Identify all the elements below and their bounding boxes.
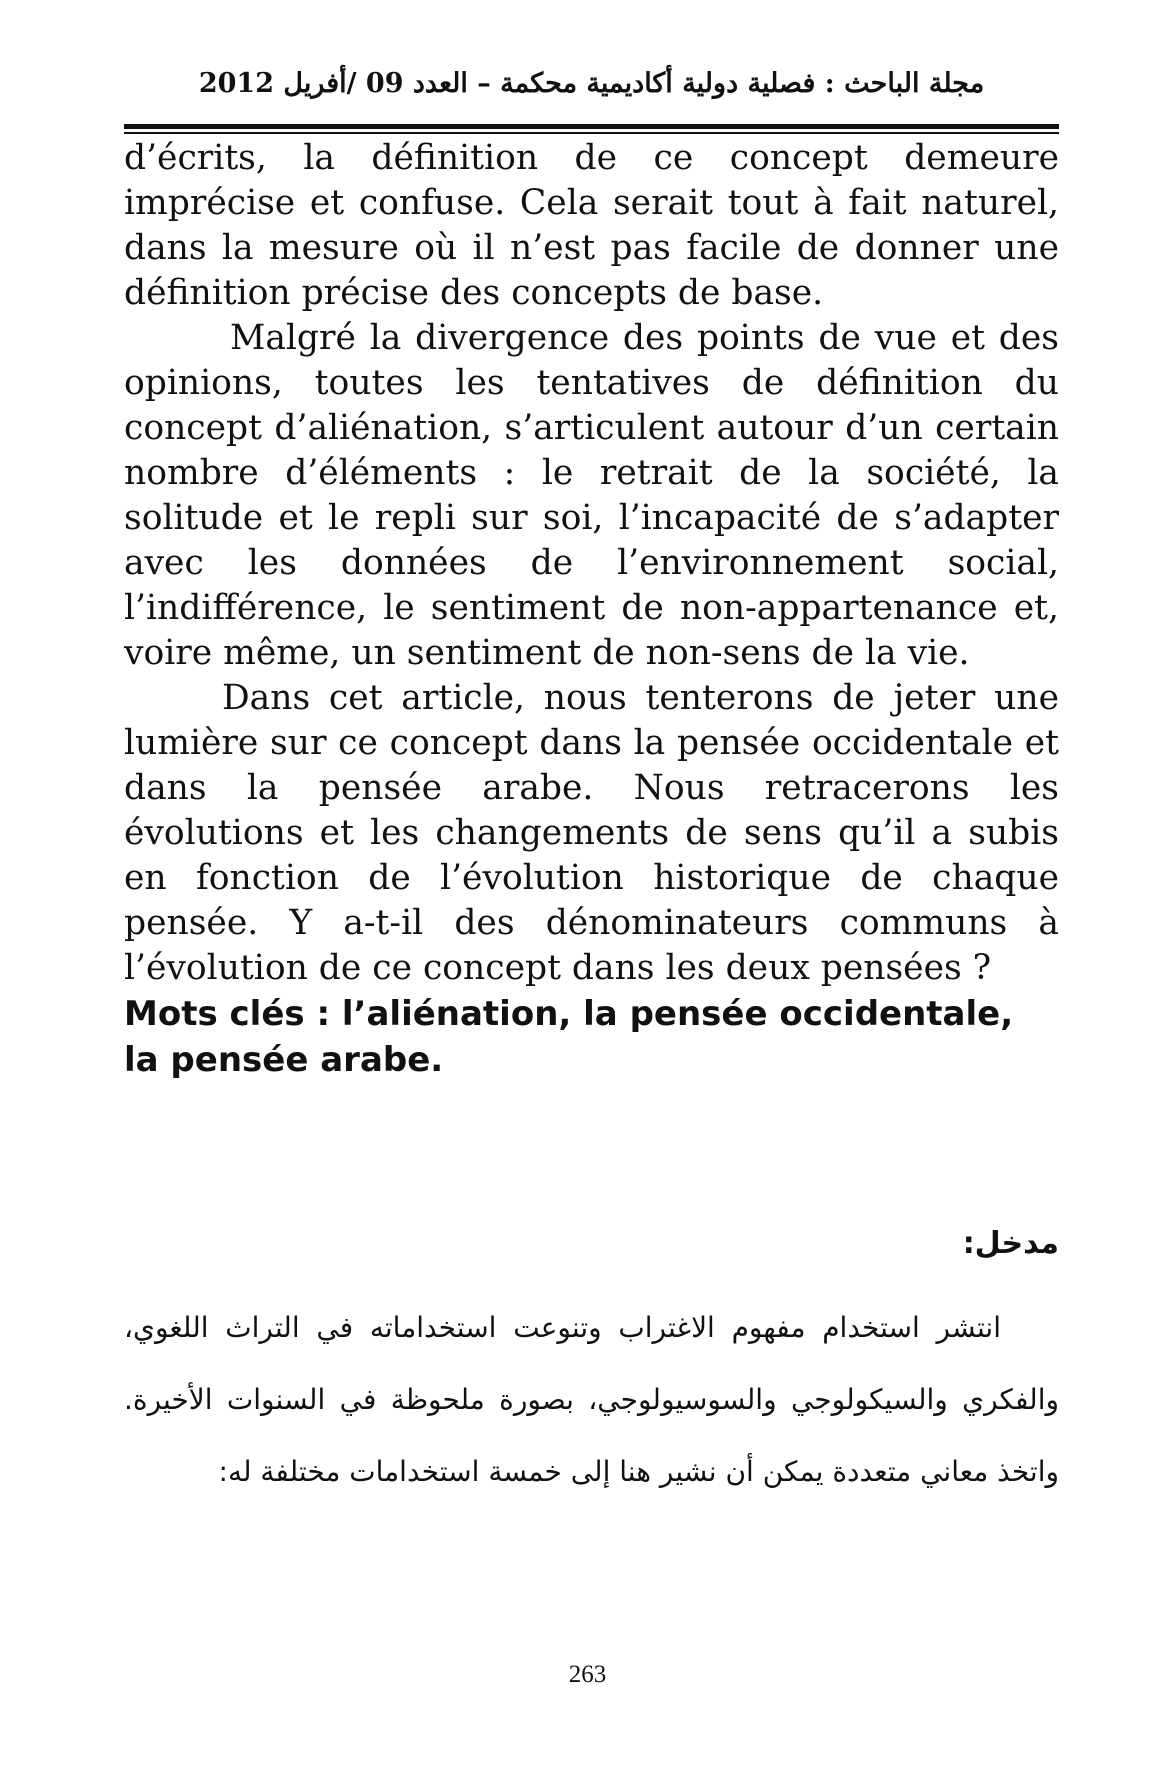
paragraph-2: Malgré la divergence des points de vue et des opinions, toutes les tentatives de définition du concept d’aliénation, s’articulent autour d’un certain nombre d’éléments : le retrait de la société, la solitude et le repli sur soi, l’incapacité de s’adapter avec les données de l’environnement social, l’indifférence, le sentiment de non-appartenance et, voire même, un sentiment de non-sens de la vie.: [124, 318, 1059, 673]
paragraph-1: d’écrits, la définition de ce concept demeure imprécise et confuse. Cela serait tout à fait naturel, dans la mesure où il n’est pas facile de donner une définition précise des concepts de base.: [124, 138, 1059, 313]
french-body: [124, 136, 1059, 1083]
journal-header: مجلة الباحث : فصلية دولية أكاديمية محكمة – العدد 09 /أفريل 2012: [198, 68, 985, 99]
page-number: 263: [568, 1661, 607, 1688]
arabic-section-heading: مدخل:: [962, 1226, 1059, 1261]
arabic-body: [124, 1292, 1059, 1508]
paragraph-3: Dans cet article, nous tenterons de jeter une lumière sur ce concept dans la pensée occidentale et dans la pensée arabe. Nous retracerons les évolutions et les changements de sens qu’il a subis en fonction de l’évolution historique de chaque pensée. Y a-t-il des dénominateurs communs à l’évolution de ce concept dans les deux pensées ?: [124, 678, 1059, 988]
keywords: Mots clés : l’aliénation, la pensée occidentale, la pensée arabe.: [124, 994, 1014, 1080]
header-rule-thin: [124, 132, 1059, 134]
arabic-paragraph: انتشر استخدام مفهوم الاغتراب وتنوعت استخداماته في التراث اللغوي، والفكري والسيكولوجي والسوسيولوجي، بصورة ملحوظة في السنوات الأخيرة. واتخذ معاني متعددة يمكن أن نشير هنا إلى خمسة استخدامات مختلفة له:: [124, 1311, 1059, 1488]
header-rule-thick: [124, 124, 1059, 129]
